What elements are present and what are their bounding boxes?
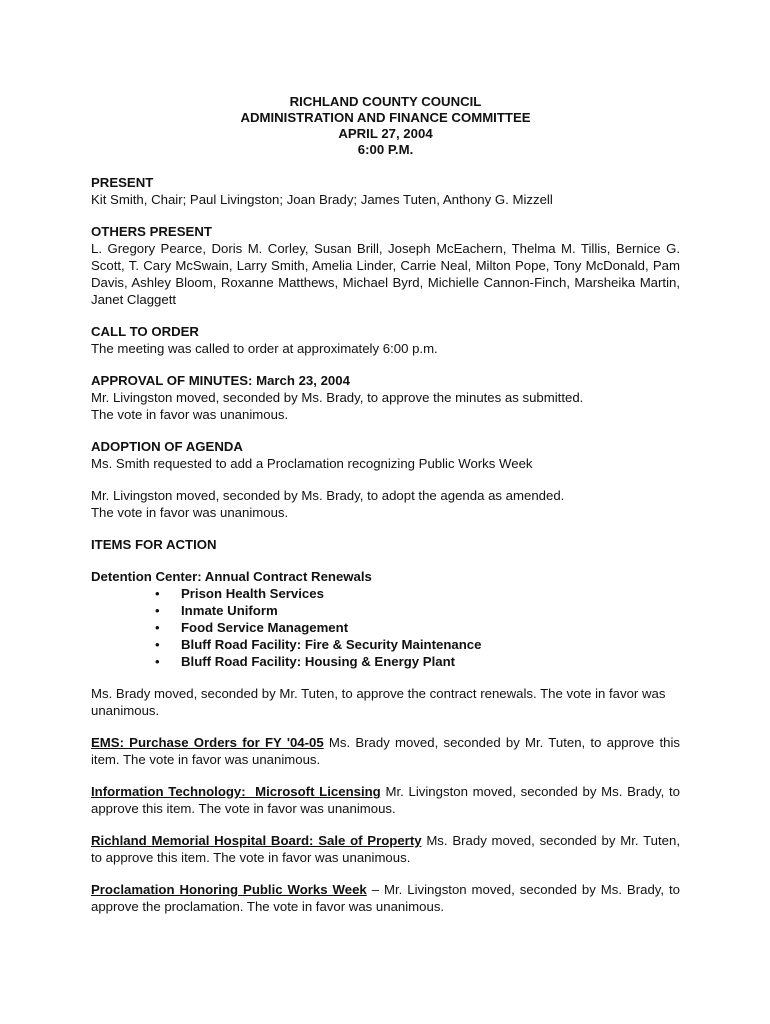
bullet-icon: • — [155, 654, 160, 669]
section-present — [91, 174, 680, 208]
section-call-to-order — [91, 323, 680, 357]
section-detention-center — [91, 568, 680, 719]
list-item: • Inmate Uniform — [155, 603, 278, 618]
proclamation-text: – Mr. Livingston moved, seconded by Ms. Brady, to approve the proclamation. The vote in favor was unanimous. — [91, 882, 681, 914]
section-others-present — [91, 223, 680, 308]
ems-text: Ms. Brady moved, seconded by Mr. Tuten, to approve this item. The vote in favor was unanimous. — [91, 735, 680, 767]
hospital-text: Ms. Brady moved, seconded by Mr. Tuten, to approve this item. The vote in favor was unanimous. — [91, 833, 680, 865]
approval-minutes-title: APPROVAL OF MINUTES: March 23, 2004 — [91, 373, 350, 388]
detention-center-motion: Ms. Brady moved, seconded by Mr. Tuten, to approve the contract renewals. The vote in favor was unanimous. — [91, 686, 666, 718]
section-hospital-board — [91, 832, 680, 866]
bullet-icon: • — [155, 586, 160, 601]
detention-center-title: Detention Center: Annual Contract Renewals — [91, 569, 372, 584]
bullet-icon: • — [155, 603, 160, 618]
list-item: • Prison Health Services — [155, 586, 324, 601]
approval-minutes-motion: Mr. Livingston moved, seconded by Ms. Brady, to approve the minutes as submitted. — [91, 390, 584, 405]
section-adoption-of-agenda — [91, 438, 680, 521]
call-to-order-title: CALL TO ORDER — [91, 324, 199, 339]
section-proclamation — [91, 881, 680, 915]
proclamation-title: Proclamation Honoring Public Works Week — [91, 882, 367, 897]
others-present-title: OTHERS PRESENT — [91, 224, 212, 239]
bullet-icon: • — [155, 620, 160, 635]
header-line-date: APRIL 27, 2004 — [338, 126, 433, 141]
info-tech-text: Mr. Livingston moved, seconded by Ms. Brady, to approve this item. The vote in favor was unanimous. — [91, 784, 680, 816]
section-approval-of-minutes — [91, 372, 680, 423]
section-ems — [91, 734, 680, 768]
section-items-for-action — [91, 536, 680, 553]
header-line-committee: ADMINISTRATION AND FINANCE COMMITTEE — [240, 110, 531, 125]
list-item: • Food Service Management — [155, 620, 349, 635]
adoption-agenda-motion: Mr. Livingston moved, seconded by Ms. Brady, to adopt the agenda as amended. — [91, 488, 565, 503]
header-line-council: RICHLAND COUNTY COUNCIL — [289, 94, 482, 109]
present-text: Kit Smith, Chair; Paul Livingston; Joan Brady; James Tuten, Anthony G. Mizzell — [91, 192, 553, 207]
ems-title: EMS: Purchase Orders for FY '04-05 — [91, 735, 324, 750]
present-title: PRESENT — [91, 175, 154, 190]
adoption-agenda-request: Ms. Smith requested to add a Proclamation recognizing Public Works Week — [91, 456, 533, 471]
items-for-action-title: ITEMS FOR ACTION — [91, 537, 217, 552]
info-tech-title: Information Technology: Microsoft Licensing — [91, 784, 381, 799]
list-item: • Bluff Road Facility: Housing & Energy Plant — [155, 654, 456, 669]
section-information-technology — [91, 783, 680, 817]
bullet-icon: • — [155, 637, 160, 652]
adoption-agenda-vote: The vote in favor was unanimous. — [91, 505, 289, 520]
others-present-text: L. Gregory Pearce, Doris M. Corley, Susan Brill, Joseph McEachern, Thelma M. Tillis, Bernice G. Scott, T. Cary McSwain, Larry Smith, Amelia Linder, Carrie Neal, Milton Pope, Tony McDonald, Pam Davis, Ashley Bloom, Roxanne Matthews, Michael Byrd, Michielle Cannon-Finch, Marsheika Martin, Janet Claggett — [91, 241, 680, 307]
adoption-agenda-title: ADOPTION OF AGENDA — [91, 439, 243, 454]
approval-minutes-vote: The vote in favor was unanimous. — [91, 407, 289, 422]
call-to-order-text: The meeting was called to order at approximately 6:00 p.m. — [91, 341, 438, 356]
list-item: • Bluff Road Facility: Fire & Security Maintenance — [155, 637, 482, 652]
contract-renewals-list — [91, 585, 680, 670]
header-line-time: 6:00 P.M. — [357, 142, 414, 157]
hospital-title: Richland Memorial Hospital Board: Sale of Property — [91, 833, 422, 848]
document-header — [91, 94, 680, 158]
